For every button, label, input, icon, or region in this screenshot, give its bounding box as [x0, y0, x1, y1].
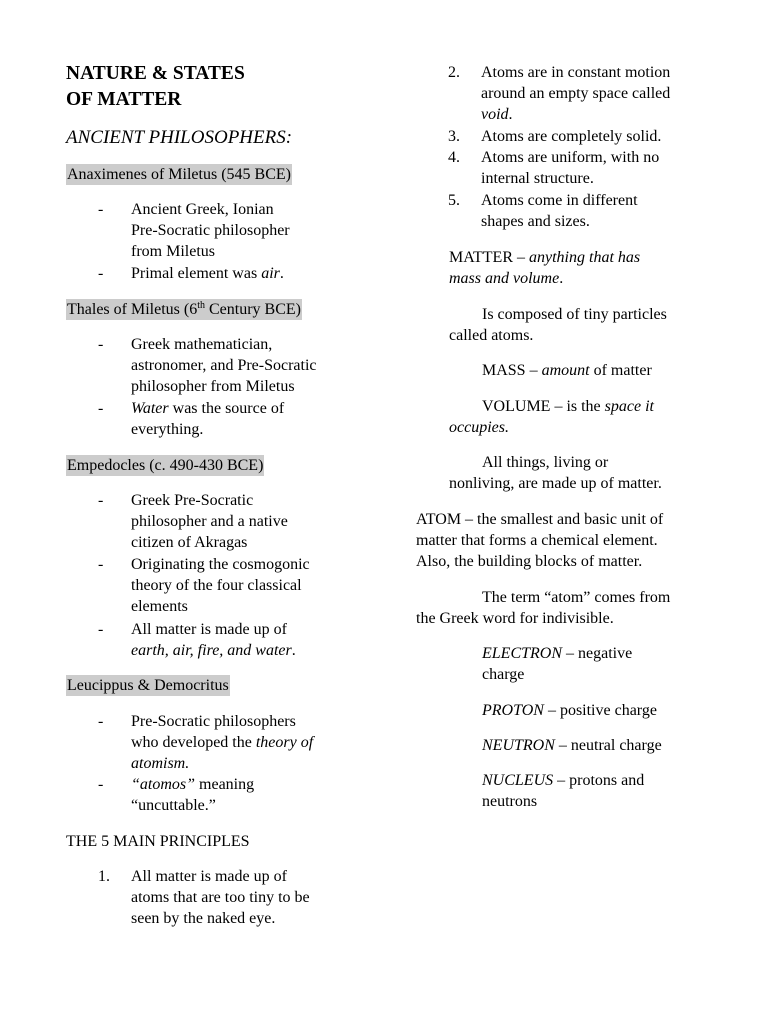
- page-title: NATURE & STATES OF MATTER: [66, 63, 245, 110]
- philosopher-heading-thales: Thales of Miletus (6th Century BCE): [67, 300, 301, 318]
- principles-heading: THE 5 MAIN PRINCIPLES: [66, 833, 250, 850]
- proton-definition: PROTON – positive charge: [482, 702, 657, 719]
- electron-definition: ELECTRON – negative charge: [482, 645, 633, 683]
- atom-definition: ATOM – the smallest and basic unit of matter that forms a chemical element. Also, the building blocks of matter.: [416, 511, 664, 570]
- document-page: NATURE & STATES OF MATTER ANCIENT PHILOSOPHERS: Anaximenes of Miletus (545 BCE) - Ancient Greek, Ionian Pre-Socratic philosopher from Miletus - Primal element was air. Thales of Miletus (6th Century BCE) - Greek mathematician, astronomer, and Pre-Socratic philosopher from Miletus - Water was the source of everything. Empedocles (c. 490-430 BCE) - Greek Pre-Socratic philosopher and a native citizen of Akragas - Originating the cosmogonic theory of the four classical elements - All matter is made up of earth, air, fire, and water. Leucippus & Democritus - Pre-Socratic philosophers who developed the theory of atomism. - “atomos” meaning “uncuttable.” THE 5 MAIN PRINCIPLES 1. All matter is made up of atoms that are too tiny to be seen by the naked eye. 2. Atoms are in constant motion around an empty space called void. 3. Atoms are completely solid. 4. Atoms are uniform, with no internal structure. 5. Atoms come in different shapes and sizes. MATTER – anything that has mass and volume. Is composed of tiny particles called atoms. MASS – amount of matter VOLUME – is the space it occupies. All things, living or nonliving, are made up of matter. ATOM – the smallest and basic unit of matter that forms a chemical element. Also, the building blocks of matter. The term “atom” comes from the Greek word for indivisible. ELECTRON – negative charge PROTON – positive charge NEUTRON – neutral charge NUCLEUS – protons and neutrons: [0, 0, 768, 1024]
- nucleus-definition: NUCLEUS – protons and neutrons: [482, 772, 645, 810]
- mass-definition: MASS – amount of matter: [482, 362, 652, 379]
- section-subtitle: ANCIENT PHILOSOPHERS:: [66, 127, 293, 148]
- matter-composition-paragraph: Is composed of tiny particles called atoms.: [449, 306, 667, 344]
- atom-etymology-paragraph: The term “atom” comes from the Greek word for indivisible.: [416, 589, 671, 627]
- neutron-definition: NEUTRON – neutral charge: [482, 737, 662, 754]
- matter-definition: MATTER – anything that has mass and volume.: [449, 249, 641, 287]
- philosopher-heading-anaximenes: Anaximenes of Miletus (545 BCE): [67, 166, 291, 183]
- philosopher-heading-empedocles: Empedocles (c. 490-430 BCE): [67, 457, 264, 474]
- volume-definition: VOLUME – is the space it occupies.: [449, 398, 654, 436]
- philosopher-heading-leucippus-democritus: Leucippus & Democritus: [67, 677, 229, 694]
- all-things-paragraph: All things, living or nonliving, are made up of matter.: [449, 454, 662, 492]
